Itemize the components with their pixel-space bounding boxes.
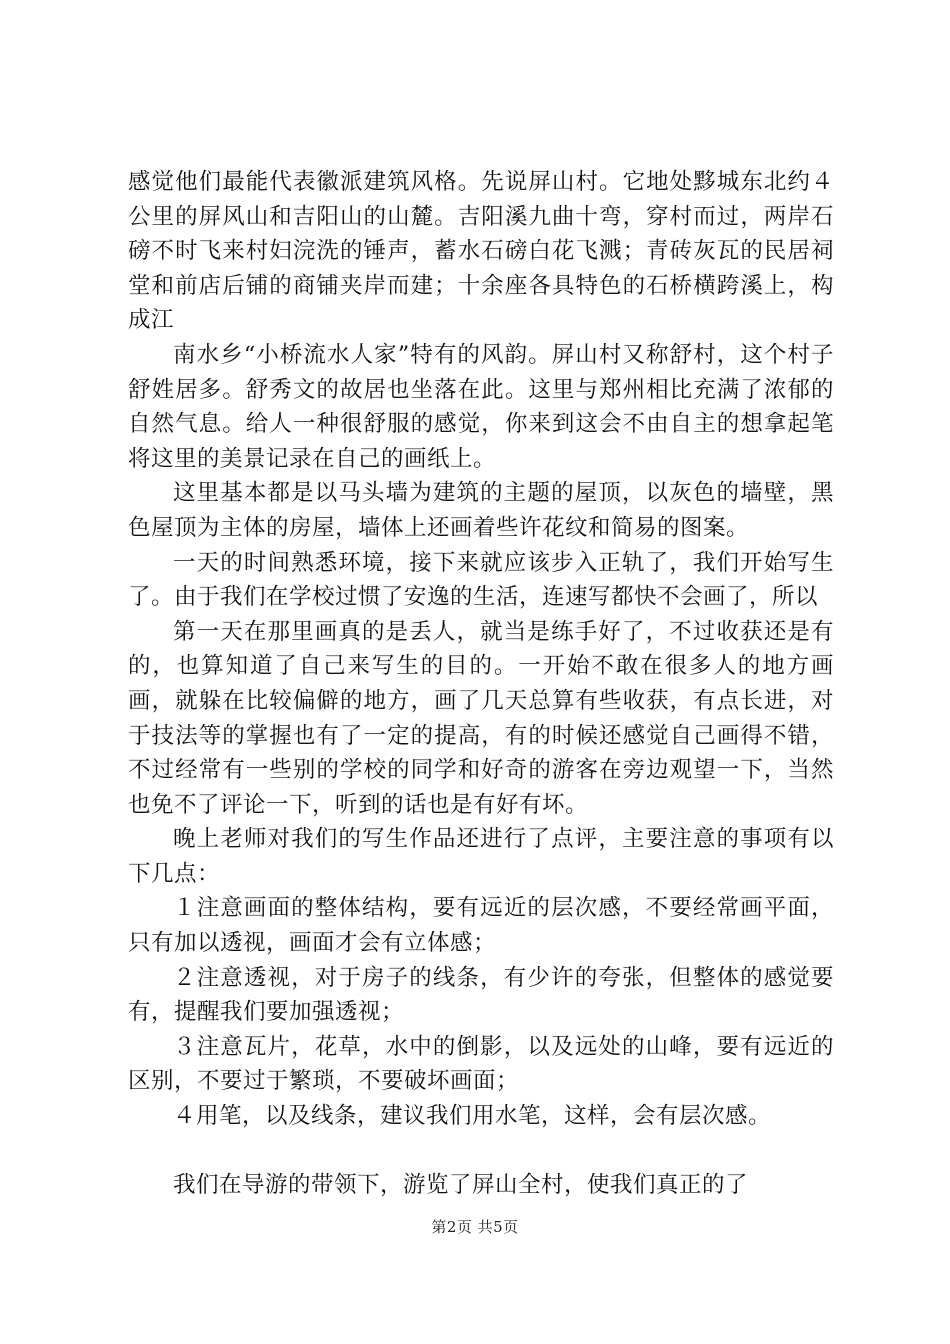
list-item-3: ３注意瓦片，花草，水中的倒影，以及远处的山峰，要有远近的区别，不要过于繁琐，不要破坏画面；	[128, 1033, 834, 1095]
page-number-footer: 第2页 共5页	[431, 1218, 519, 1236]
paragraph-6: 晚上老师对我们的写生作品还进行了点评，主要注意的事项有以下几点：	[128, 826, 834, 887]
list-item-4: ４用笔，以及线条，建议我们用水笔，这样，会有层次感。	[173, 1103, 772, 1130]
paragraph-4: 一天的时间熟悉环境，接下来就应该步入正轨了，我们开始写生了。由于我们在学校过惯了安逸的生活，连速写都快不会画了，所以	[128, 549, 834, 611]
paragraph-7: 我们在导游的带领下，游览了屏山全村，使我们真正的了	[173, 1171, 749, 1198]
list-item-1: １注意画面的整体结构，要有远近的层次感，不要经常画平面，只有加以透视，画面才会有立体感；	[128, 895, 834, 957]
paragraph-1: 感觉他们最能代表徽派建筑风格。先说屏山村。它地处黟城东北约４公里的屏风山和吉阳山的山麓。吉阳溪九曲十弯，穿村而过，两岸石磅不时飞来村妇浣洗的锤声，蓄水石磅白花飞溅；青砖灰瓦的民居祠堂和前店后铺的商铺夹岸而建；十余座各具特色的石桥横跨溪上，构成江	[128, 169, 834, 334]
paragraph-2: 南水乡“小桥流水人家”特有的风韵。屏山村又称舒村，这个村子舒姓居多。舒秀文的故居也坐落在此。这里与郑州相比充满了浓郁的自然气息。给人一种很舒服的感觉，你来到这会不由自主的想拿起笔将这里的美景记录在自己的画纸上。	[128, 341, 834, 472]
document-body	[128, 165, 834, 1202]
paragraph-3: 这里基本都是以马头墙为建筑的主题的屋顶，以灰色的墙壁，黑色屋顶为主体的房屋，墙体上还画着些许花纹和简易的图案。	[128, 480, 834, 541]
paragraph-5: 第一天在那里画真的是丢人，就当是练手好了，不过收获还是有的，也算知道了自己来写生的目的。一开始不敢在很多人的地方画画，就躲在比较偏僻的地方，画了几天总算有些收获，有点长进，对于技法等的掌握也有了一定的提高，有的时候还感觉自己画得不错，不过经常有一些别的学校的同学和好奇的游客在旁边观望一下，当然也免不了评论一下，听到的话也是有好有坏。	[128, 618, 834, 818]
list-item-2: ２注意透视，对于房子的线条，有少许的夸张，但整体的感觉要有，提醒我们要加强透视；	[128, 964, 834, 1026]
